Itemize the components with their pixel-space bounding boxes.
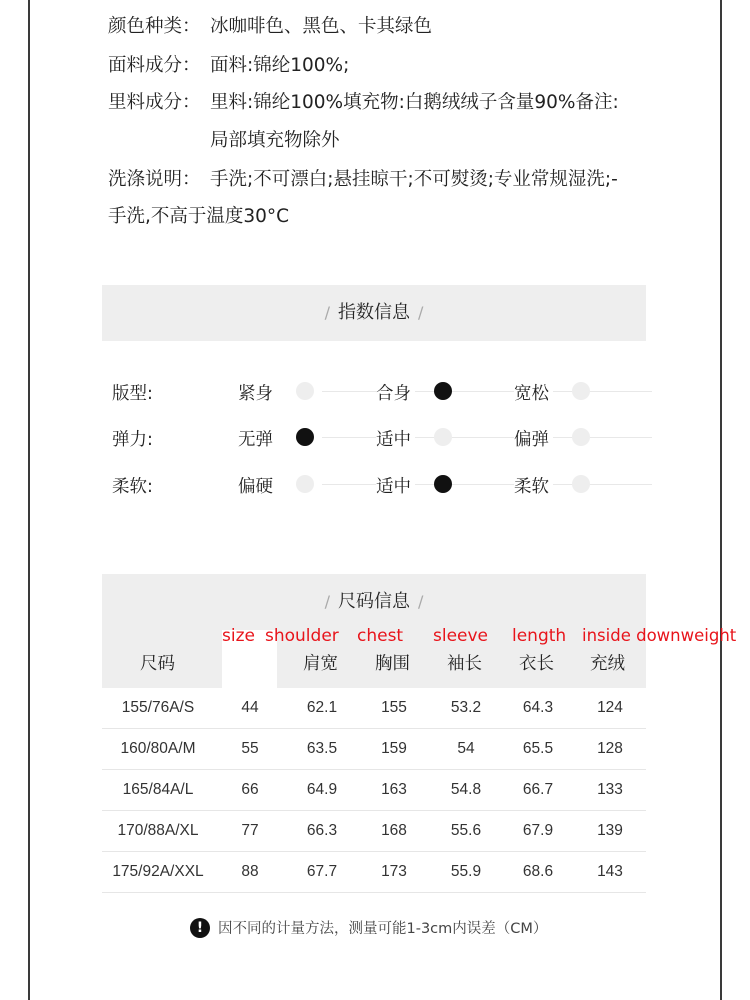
header-length: 衣长 bbox=[519, 654, 554, 674]
rating-dot-selected-icon bbox=[434, 382, 452, 400]
table-cell: 173 bbox=[358, 852, 430, 893]
exclamation-icon: ! bbox=[190, 918, 210, 938]
annotation-sleeve: sleeve bbox=[433, 626, 489, 646]
option-label: 柔软 bbox=[514, 473, 553, 498]
table-cell: 77 bbox=[214, 811, 286, 852]
table-cell: 124 bbox=[574, 688, 646, 729]
rating-dot-icon bbox=[296, 382, 314, 400]
table-cell: 55.9 bbox=[430, 852, 502, 893]
table-cell: 133 bbox=[574, 770, 646, 811]
option-label: 无弹 bbox=[238, 426, 277, 451]
size-table bbox=[102, 688, 646, 893]
annotation-shoulder: shoulder bbox=[265, 626, 339, 646]
size-section-header bbox=[102, 574, 646, 630]
spec-lining-value-line2: 局部填充物除外 bbox=[210, 130, 340, 151]
table-cell: 165/84A/L bbox=[102, 770, 214, 811]
table-cell: 64.9 bbox=[286, 770, 358, 811]
spec-wash-value: 手洗;不可漂白;悬挂晾干;不可熨烫;专业常规湿洗;- bbox=[210, 169, 618, 190]
table-cell: 53.2 bbox=[430, 688, 502, 729]
table-cell: 64.3 bbox=[502, 688, 574, 729]
option-label: 宽松 bbox=[514, 380, 553, 405]
table-row bbox=[102, 770, 646, 811]
spec-fabric bbox=[108, 57, 349, 76]
table-cell: 175/92A/XXL bbox=[102, 852, 214, 893]
table-row bbox=[102, 852, 646, 893]
spec-color bbox=[108, 18, 432, 37]
table-cell: 62.1 bbox=[286, 688, 358, 729]
table-cell: 168 bbox=[358, 811, 430, 852]
table-cell: 163 bbox=[358, 770, 430, 811]
spec-wash-key: 洗涤说明： bbox=[108, 169, 201, 190]
table-cell: 65.5 bbox=[502, 729, 574, 770]
header-chest: 胸围 bbox=[375, 654, 410, 674]
left-border bbox=[28, 0, 30, 1000]
table-row bbox=[102, 811, 646, 852]
rating-label: 弹力: bbox=[112, 430, 153, 450]
slash-left: / bbox=[324, 303, 330, 322]
option-label: 偏硬 bbox=[238, 473, 277, 498]
rating-row-softness bbox=[112, 469, 652, 499]
note-text: 因不同的计量方法，测量可能1-3cm内误差（CM） bbox=[218, 921, 548, 937]
rating-dot-icon bbox=[572, 428, 590, 446]
table-cell: 55.6 bbox=[430, 811, 502, 852]
option-label: 合身 bbox=[376, 380, 415, 405]
table-cell: 143 bbox=[574, 852, 646, 893]
size-section-title: 尺码信息 bbox=[338, 591, 410, 612]
table-cell: 67.9 bbox=[502, 811, 574, 852]
header-shoulder: 肩宽 bbox=[303, 654, 338, 674]
table-cell: 128 bbox=[574, 729, 646, 770]
rating-row-fit bbox=[112, 376, 652, 406]
spec-lining-key: 里料成分： bbox=[108, 92, 201, 113]
table-cell: 67.7 bbox=[286, 852, 358, 893]
spec-fabric-key: 面料成分： bbox=[108, 55, 201, 76]
slash-left: / bbox=[324, 592, 330, 611]
rating-dot-icon bbox=[434, 428, 452, 446]
rating-label: 版型: bbox=[112, 384, 153, 404]
annotation-length: length bbox=[512, 626, 567, 646]
option-label: 紧身 bbox=[238, 380, 277, 405]
table-cell: 66.7 bbox=[502, 770, 574, 811]
spec-fabric-value: 面料:锦纶100%; bbox=[210, 55, 350, 76]
slash-right: / bbox=[418, 303, 424, 322]
table-cell: 88 bbox=[214, 852, 286, 893]
index-section-title: 指数信息 bbox=[338, 302, 410, 323]
rating-dot-icon bbox=[296, 475, 314, 493]
table-cell: 155/76A/S bbox=[102, 688, 214, 729]
table-cell: 63.5 bbox=[286, 729, 358, 770]
table-cell: 55 bbox=[214, 729, 286, 770]
header-down: 充绒 bbox=[590, 654, 625, 674]
header-size: 尺码 bbox=[140, 654, 175, 674]
option-label: 偏弹 bbox=[514, 426, 553, 451]
index-section-header bbox=[102, 285, 646, 341]
table-cell: 66 bbox=[214, 770, 286, 811]
spec-wash-value-line2: 手洗,不高于温度30°C bbox=[108, 206, 290, 227]
rating-label: 柔软: bbox=[112, 477, 153, 497]
option-label: 适中 bbox=[376, 426, 415, 451]
divider bbox=[322, 437, 652, 438]
spec-wash bbox=[108, 171, 618, 190]
spec-color-value: 冰咖啡色、黑色、卡其绿色 bbox=[210, 16, 433, 37]
table-row bbox=[102, 729, 646, 770]
table-cell: 160/80A/M bbox=[102, 729, 214, 770]
rating-dot-selected-icon bbox=[434, 475, 452, 493]
option-label: 适中 bbox=[376, 473, 415, 498]
table-row bbox=[102, 688, 646, 729]
table-cell: 68.6 bbox=[502, 852, 574, 893]
table-cell: 44 bbox=[214, 688, 286, 729]
annotation-size: size bbox=[222, 626, 255, 646]
measurement-note bbox=[190, 917, 547, 938]
spec-color-key: 颜色种类： bbox=[108, 16, 201, 37]
rating-dot-icon bbox=[572, 382, 590, 400]
rating-dot-selected-icon bbox=[296, 428, 314, 446]
spec-lining bbox=[108, 94, 619, 113]
table-cell: 54.8 bbox=[430, 770, 502, 811]
right-border bbox=[720, 0, 722, 1000]
table-cell: 66.3 bbox=[286, 811, 358, 852]
divider bbox=[322, 484, 652, 485]
annotation-downweight: inside downweight bbox=[582, 626, 737, 645]
table-cell: 155 bbox=[358, 688, 430, 729]
slash-right: / bbox=[418, 592, 424, 611]
rating-dot-icon bbox=[572, 475, 590, 493]
table-cell: 139 bbox=[574, 811, 646, 852]
table-cell: 159 bbox=[358, 729, 430, 770]
rating-row-elasticity bbox=[112, 422, 652, 452]
annotation-chest: chest bbox=[357, 626, 404, 646]
table-cell: 170/88A/XL bbox=[102, 811, 214, 852]
divider bbox=[322, 391, 652, 392]
spec-lining-value: 里料:锦纶100%填充物:白鹅绒绒子含量90%备注: bbox=[210, 92, 619, 113]
header-sleeve: 袖长 bbox=[447, 654, 482, 674]
table-cell: 54 bbox=[430, 729, 502, 770]
